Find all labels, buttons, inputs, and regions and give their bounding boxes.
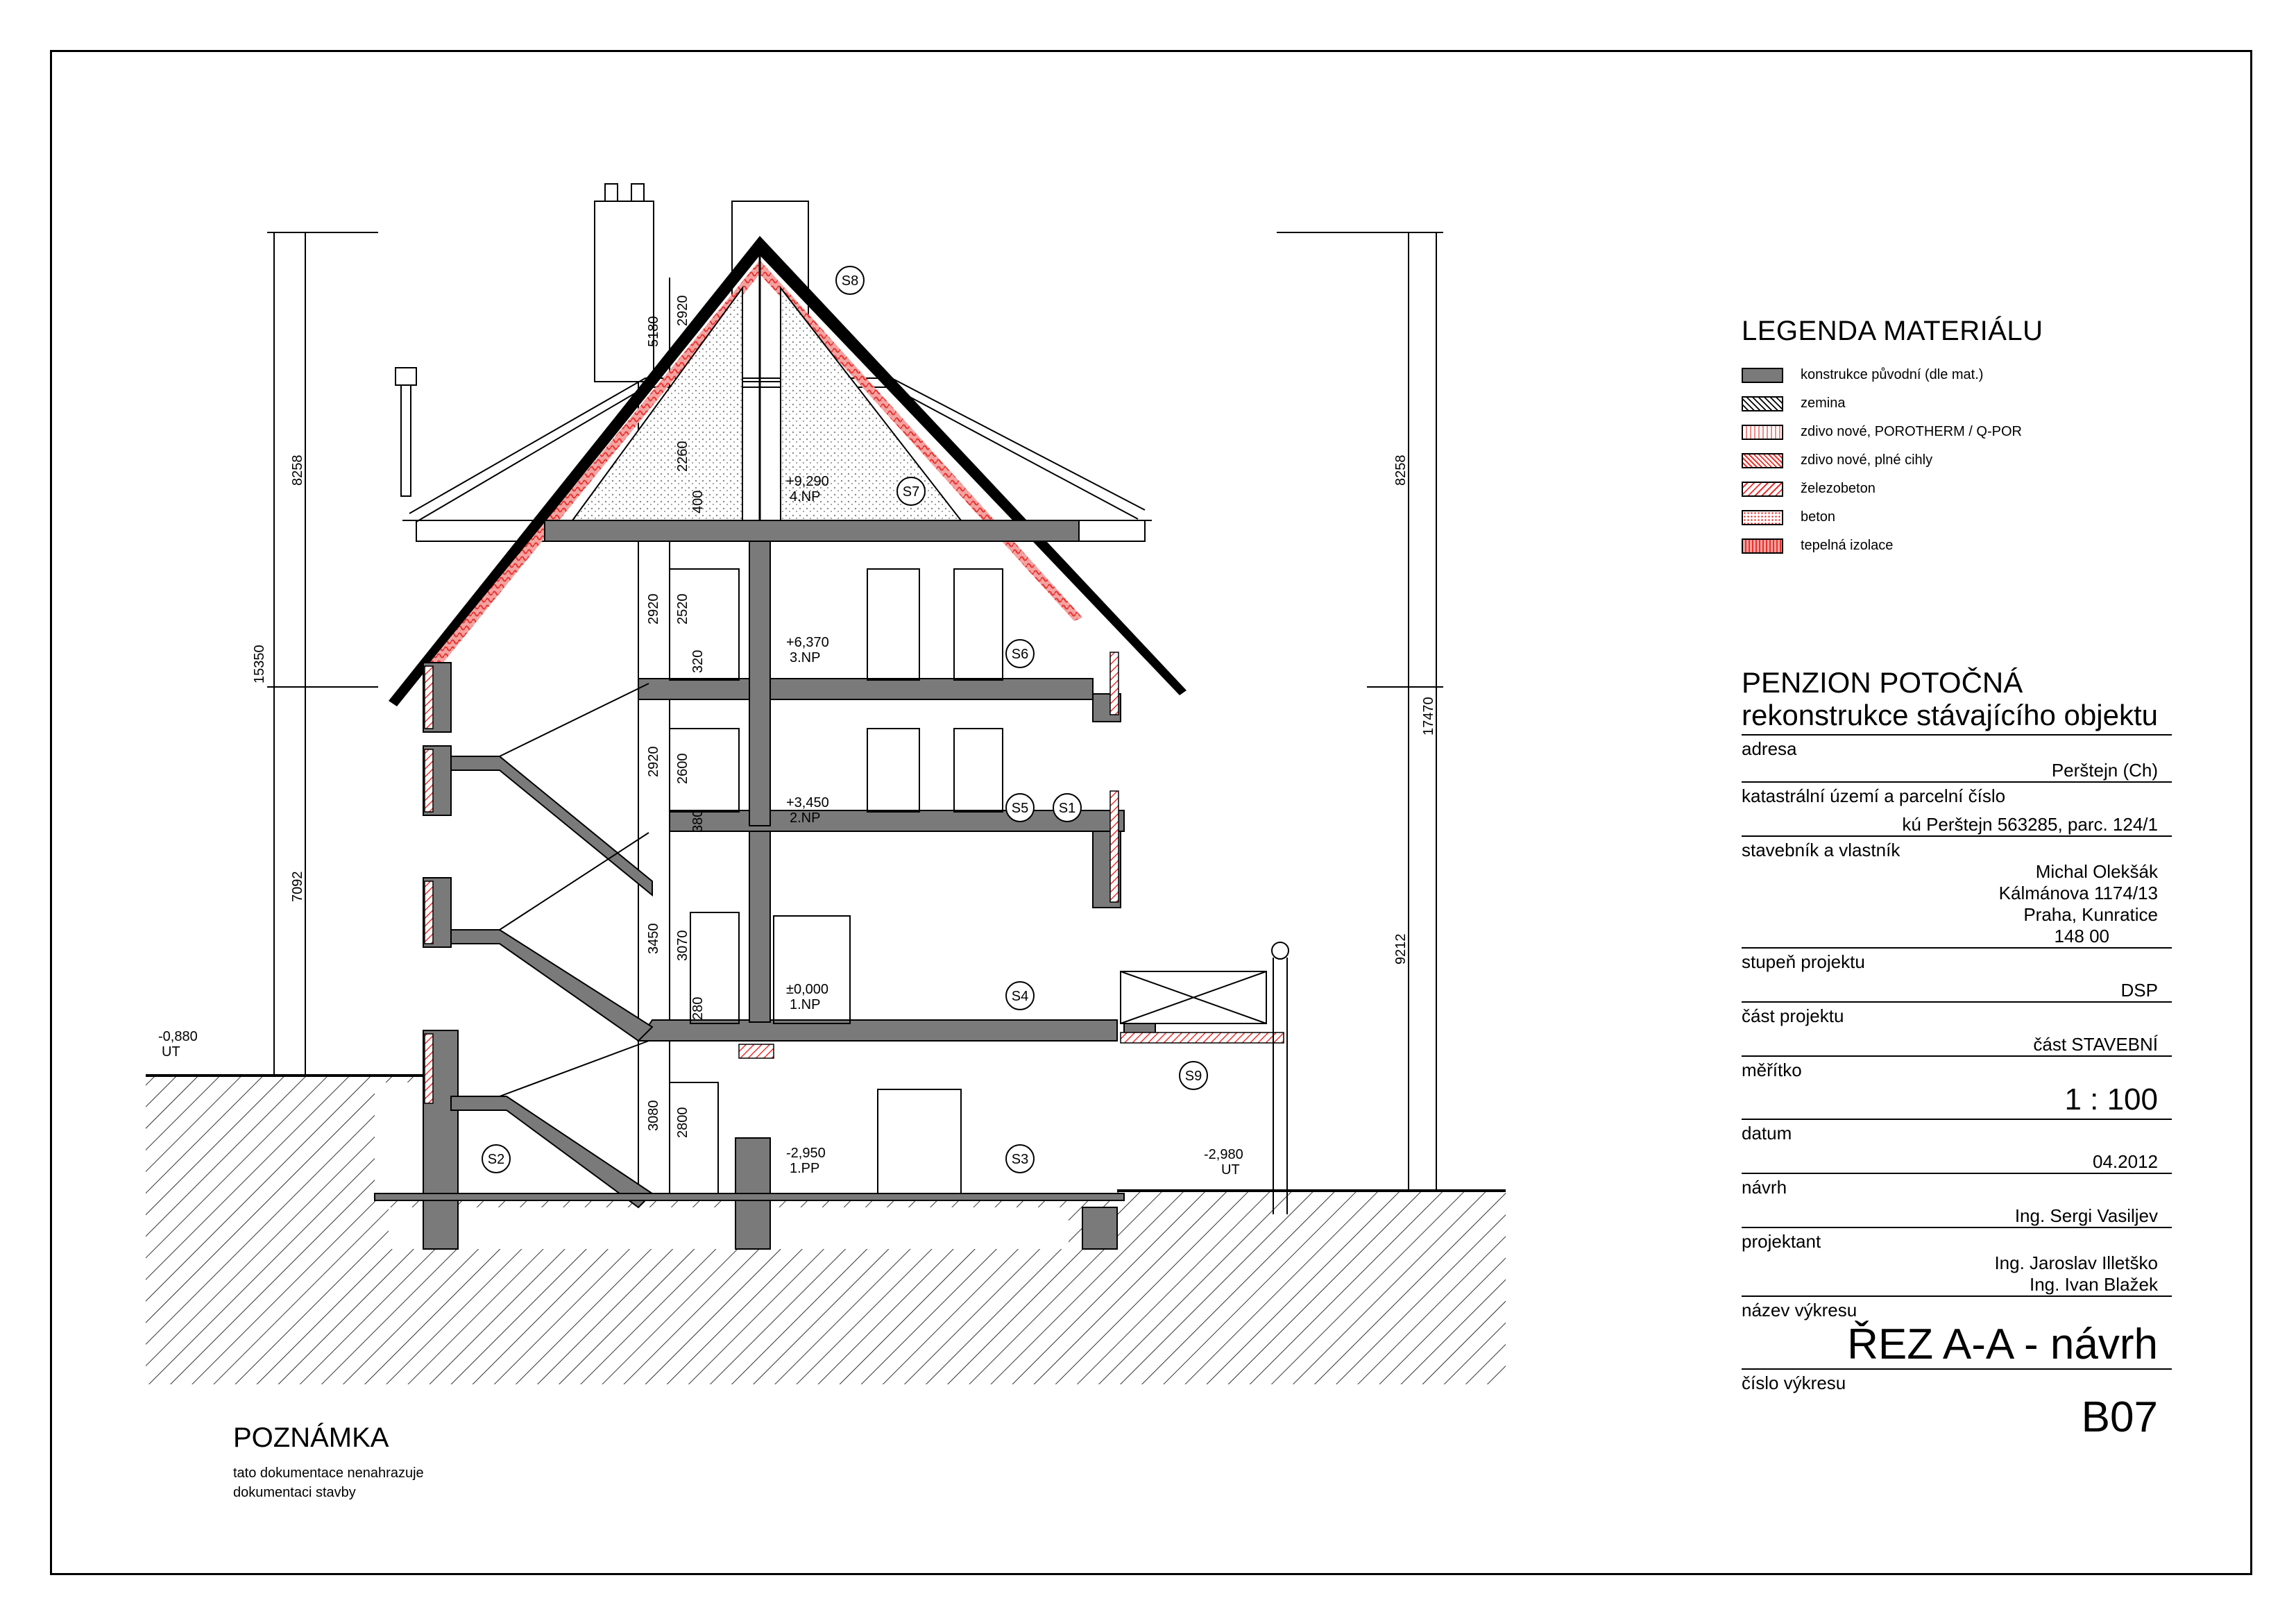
legend-item: beton — [1742, 503, 2130, 532]
field-drawing-number: číslo výkresu B07 — [1742, 1373, 2158, 1441]
marker-S1 — [1053, 794, 1081, 822]
svg-text:1.PP: 1.PP — [790, 1161, 820, 1176]
svg-text:400: 400 — [690, 490, 706, 513]
marker-S3 — [1006, 1145, 1034, 1173]
structure — [423, 520, 1155, 1249]
svg-text:-2,950: -2,950 — [786, 1146, 826, 1161]
marker-S7 — [897, 477, 925, 505]
svg-text:5180: 5180 — [646, 316, 661, 347]
svg-text:S3: S3 — [1011, 1152, 1029, 1167]
svg-text:2920: 2920 — [646, 746, 661, 777]
svg-text:2800: 2800 — [675, 1107, 690, 1138]
legend-item: konstrukce původní (dle mat.) — [1742, 361, 2130, 389]
concrete-rc-swatch-icon — [1742, 482, 1783, 497]
field-drawing-name: název výkresu ŘEZ A-A - návrh — [1742, 1297, 2172, 1370]
field-designer: projektant Ing. Jaroslav Illetško Ing. Ivan Blažek — [1742, 1228, 2172, 1297]
svg-text:380: 380 — [690, 809, 706, 833]
material-legend — [1742, 316, 2130, 560]
svg-text:+6,370: +6,370 — [786, 635, 829, 650]
field-owner: stavebník a vlastník Michal Olekšák Kálmánova 1174/13 Praha, Kunratice 148 00 — [1742, 837, 2172, 949]
note-line: tato dokumentace nenahrazuje — [233, 1465, 424, 1481]
field-address: adresa Perštejn (Ch) — [1742, 736, 2172, 783]
project-subtitle: rekonstrukce stávajícího objektu — [1742, 699, 2172, 736]
staircases — [451, 683, 652, 1207]
svg-text:S1: S1 — [1058, 801, 1076, 816]
svg-text:2.NP: 2.NP — [790, 810, 821, 826]
svg-text:2600: 2600 — [675, 753, 690, 784]
doors — [670, 569, 1003, 1193]
svg-text:7092: 7092 — [290, 871, 305, 902]
svg-text:S9: S9 — [1184, 1069, 1202, 1084]
field-cadastre: katastrální území a parcelní číslo kú Perštejn 563285, parc. 124/1 — [1742, 783, 2172, 837]
svg-text:8258: 8258 — [290, 454, 305, 486]
field-date: datum 04.2012 — [1742, 1120, 2172, 1174]
svg-text:8258: 8258 — [1393, 454, 1409, 486]
svg-text:S2: S2 — [487, 1152, 505, 1167]
legend-item: zemina — [1742, 389, 2130, 418]
gray-swatch-icon — [1742, 368, 1783, 383]
svg-text:-0,880: -0,880 — [158, 1029, 198, 1044]
legend-item: zdivo nové, POROTHERM / Q-POR — [1742, 418, 2130, 446]
note-line: dokumentaci stavby — [233, 1485, 356, 1500]
svg-text:2920: 2920 — [675, 295, 690, 326]
svg-text:±0,000: ±0,000 — [786, 982, 829, 997]
porotherm-swatch-icon — [1742, 425, 1783, 440]
svg-text:17470: 17470 — [1421, 697, 1436, 736]
svg-text:1.NP: 1.NP — [790, 997, 821, 1012]
svg-text:2920: 2920 — [646, 593, 661, 624]
svg-text:3.NP: 3.NP — [790, 650, 821, 665]
marker-S5 — [1006, 794, 1034, 822]
field-scale: měřítko 1 : 100 — [1742, 1057, 2172, 1120]
insulation-swatch-icon — [1742, 538, 1783, 554]
svg-text:2520: 2520 — [675, 593, 690, 624]
soil-swatch-icon — [1742, 396, 1783, 411]
svg-text:S6: S6 — [1011, 647, 1029, 662]
svg-text:+3,450: +3,450 — [786, 795, 829, 810]
legend-title: LEGENDA MATERIÁLU — [1742, 316, 2043, 346]
marker-S4 — [1006, 982, 1034, 1010]
field-design: návrh Ing. Sergi Vasiljev — [1742, 1174, 2172, 1228]
soil-area — [146, 1076, 1506, 1384]
legend-item: železobeton — [1742, 475, 2130, 503]
svg-text:3070: 3070 — [675, 930, 690, 961]
svg-text:+9,290: +9,290 — [786, 474, 829, 489]
field-stage: stupeň projektu DSP — [1742, 949, 2172, 1003]
background-roof — [402, 378, 1152, 541]
marker-S2 — [482, 1145, 510, 1173]
svg-text:9212: 9212 — [1393, 933, 1409, 965]
note-heading: POZNÁMKA — [233, 1422, 389, 1453]
svg-text:-2,980: -2,980 — [1204, 1147, 1243, 1162]
marker-S6 — [1006, 640, 1034, 668]
concrete-swatch-icon — [1742, 510, 1783, 525]
svg-text:UT: UT — [1221, 1162, 1240, 1178]
title-block — [1742, 666, 2172, 1441]
svg-text:15350: 15350 — [252, 645, 267, 683]
marker-S9 — [1180, 1062, 1207, 1089]
svg-text:S7: S7 — [902, 484, 920, 500]
legend-item: zdivo nové, plné cihly — [1742, 446, 2130, 475]
svg-text:S5: S5 — [1011, 801, 1029, 816]
svg-text:4.NP: 4.NP — [790, 489, 821, 504]
svg-text:280: 280 — [690, 996, 706, 1020]
svg-text:320: 320 — [690, 649, 706, 673]
svg-text:UT: UT — [162, 1044, 180, 1060]
svg-text:S4: S4 — [1011, 989, 1029, 1004]
project-name: PENZION POTOČNÁ — [1742, 666, 2023, 699]
legend-item: tepelná izolace — [1742, 532, 2130, 560]
basement-floor — [375, 1193, 1124, 1200]
marker-S8 — [836, 266, 864, 294]
svg-text:2260: 2260 — [675, 441, 690, 472]
svg-text:S8: S8 — [841, 273, 859, 289]
field-part: část projektu část STAVEBNÍ — [1742, 1003, 2172, 1057]
note — [233, 1422, 424, 1502]
brick-swatch-icon — [1742, 453, 1783, 468]
svg-text:3450: 3450 — [646, 923, 661, 954]
svg-text:3080: 3080 — [646, 1100, 661, 1131]
